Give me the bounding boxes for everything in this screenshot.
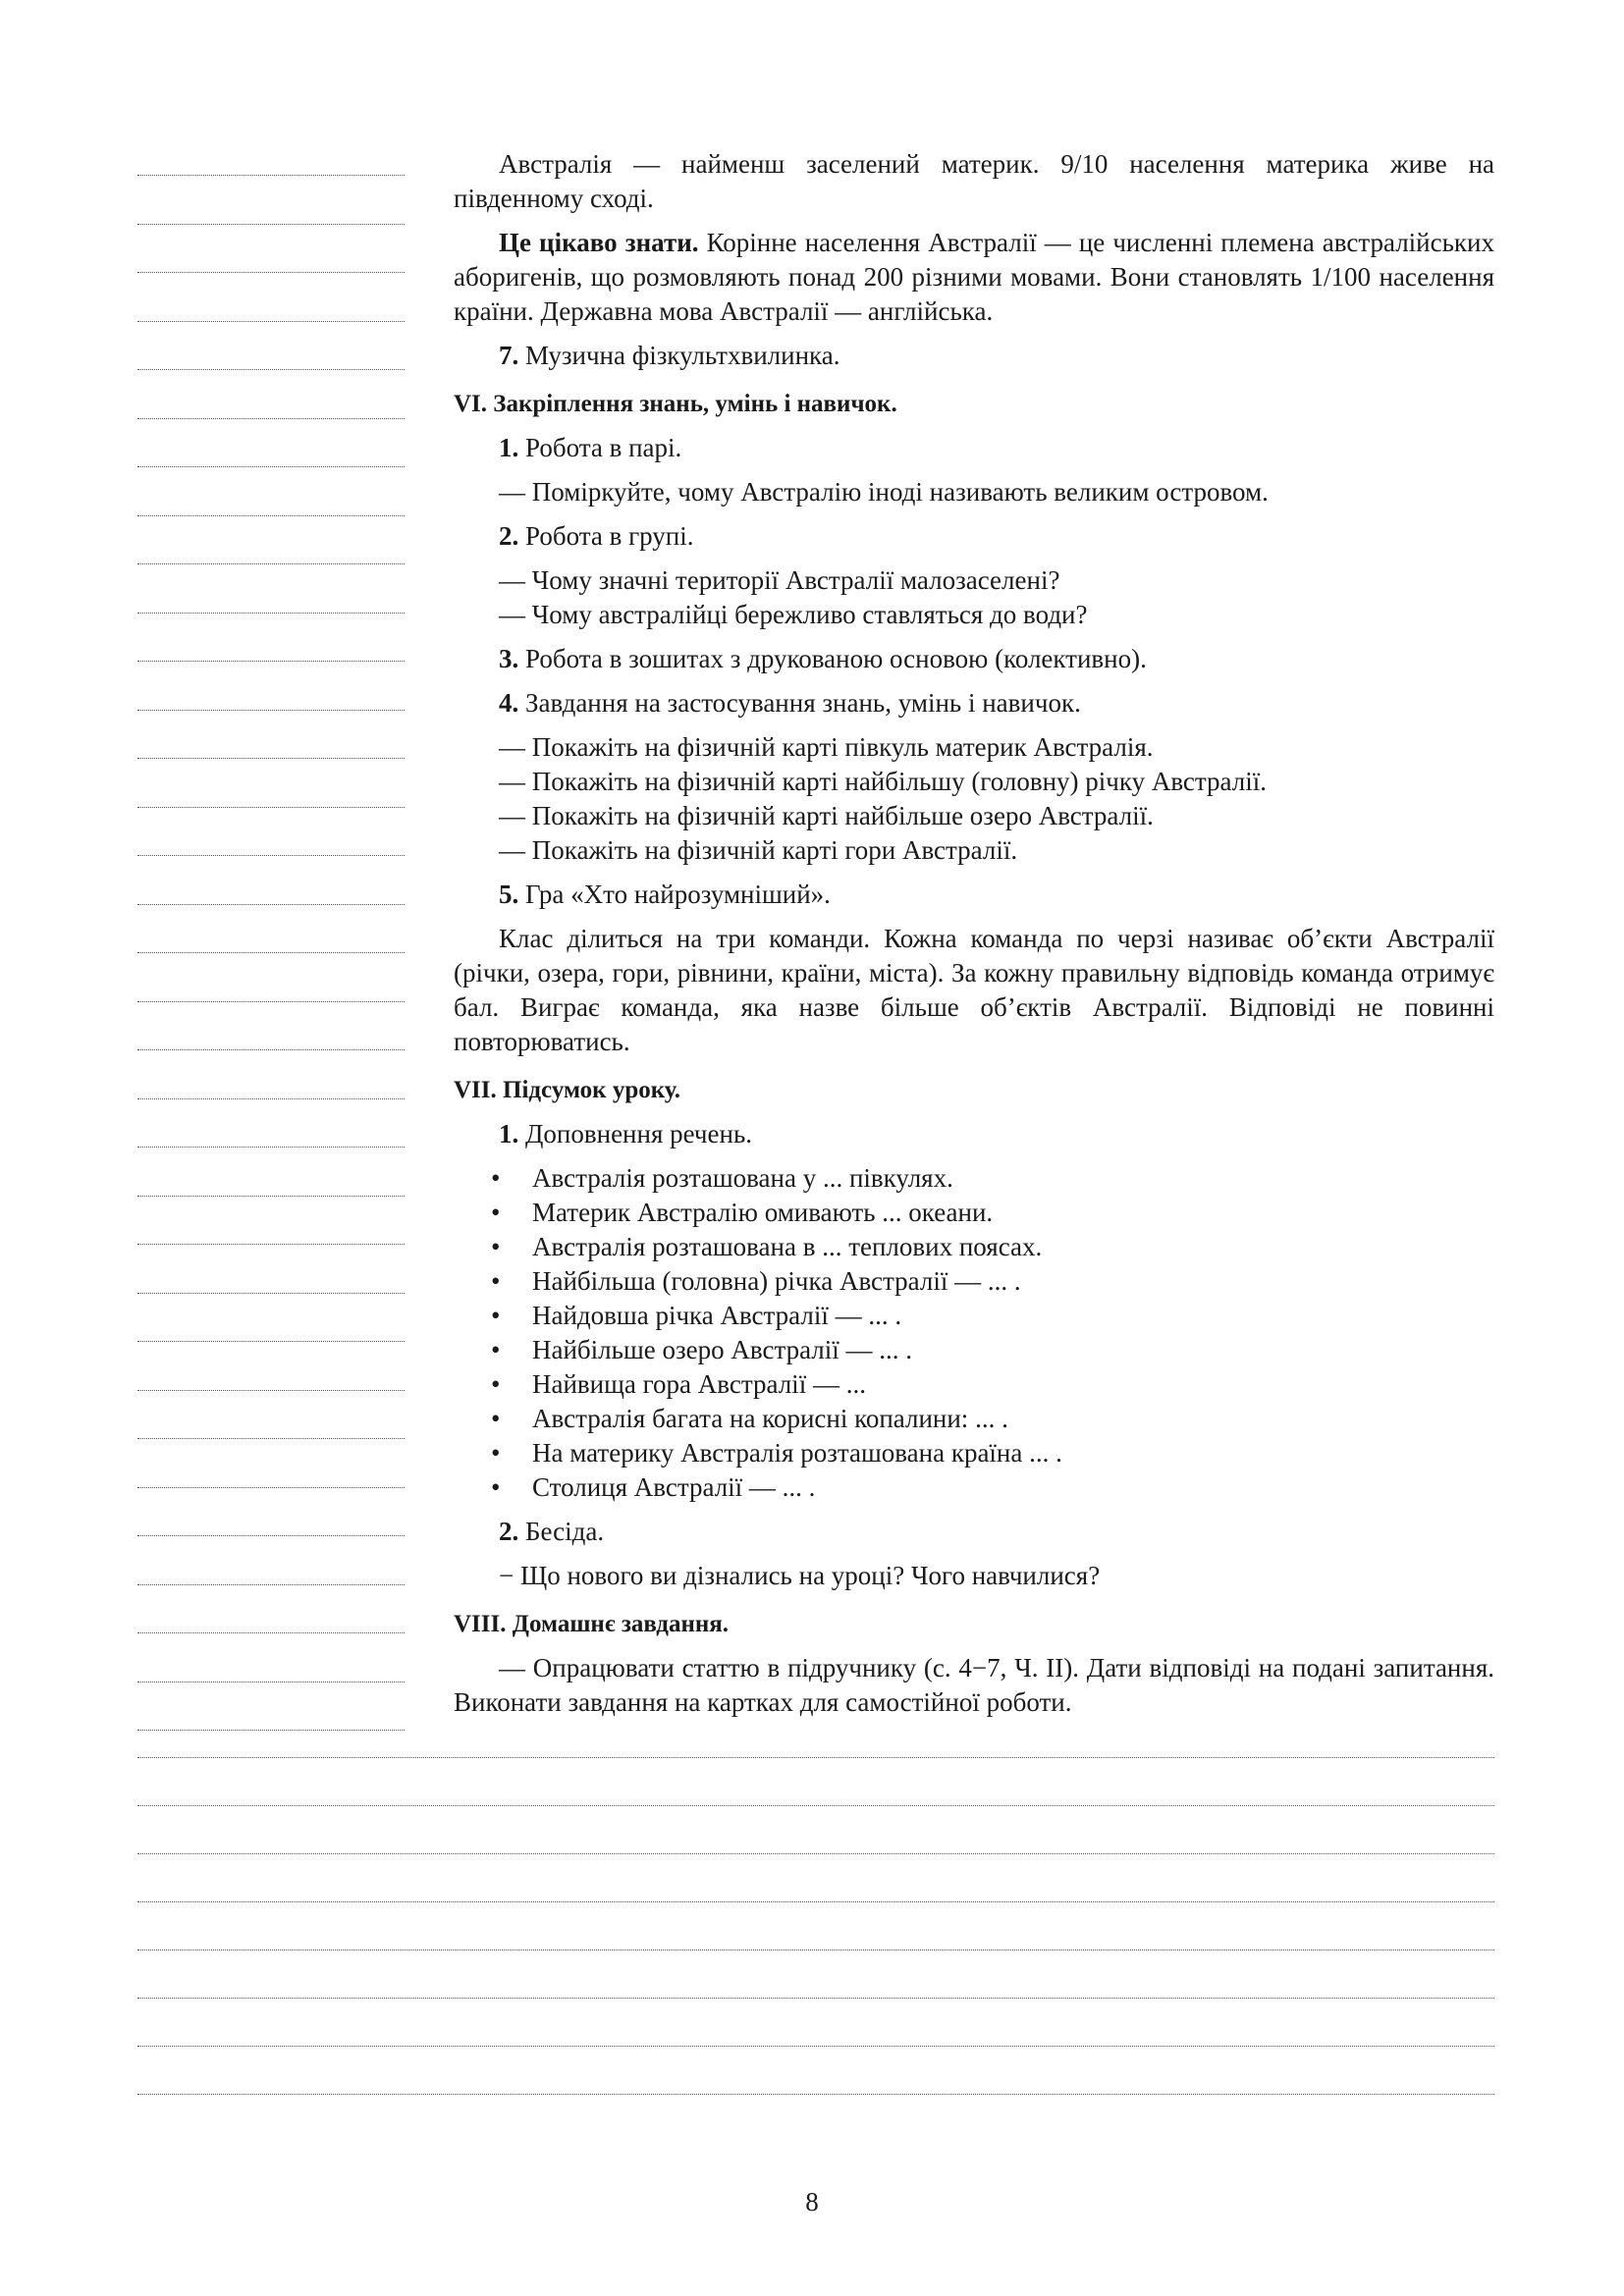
question: — Покажіть на фізичній карті півкуль материк Австралія. [499,732,1154,762]
margin-line [137,758,405,759]
notes-line [137,1757,1494,1758]
item-music-break [454,339,1494,373]
margin-line [137,904,405,905]
question: — Чому значні території Австралії малозаселені? [499,565,1060,595]
item-text: Доповнення речень. [518,1119,753,1148]
list-item: • На материку Австралія розташована країна ... . [491,1436,1494,1470]
margin-line [137,661,405,662]
margin-line [137,1341,405,1342]
question: — Чому австралійці бережливо ставляться до води? [499,600,1088,629]
margin-line [137,952,405,953]
margin-line [137,1632,405,1633]
item-number: 1. [499,433,519,462]
paragraph-interesting-fact [454,226,1494,329]
item-number: 7. [499,341,519,370]
margin-line [137,1147,405,1148]
margin-line [137,272,405,273]
notes-line [137,2046,1494,2047]
fact-text: Корінне населення Австралії — це численні племена австралійських аборигенів, що розмовляють понад 200 різними мовами. Вони становлять 1/100 населення країни. Державна мова Австралії — англійська. [454,228,1494,326]
fact-lead: Це цікаво знати. [499,228,699,257]
item-conversation [454,1515,1494,1549]
margin-line [137,1390,405,1391]
paragraph-population: Австралія — найменш заселений материк. 9/10 населення материка живе на південному сході. [454,149,1494,213]
list-item: • Австралія розташована в ... теплових поясах. [491,1230,1494,1264]
lesson-text [454,147,1494,1720]
item-sentence-completion [454,1117,1494,1151]
margin-line [137,418,405,419]
notes-lines [137,1757,1494,2142]
paragraph-homework: — Опрацювати статтю в підручнику (с. 4−7, Ч. ІІ). Дати відповіді на подані запитання. Виконати завдання на картках для самостійної роботи. [454,1653,1494,1717]
question: — Покажіть на фізичній карті найбільше озеро Австралії. [499,801,1154,830]
section-heading-viii: VIII. Домашнє завдання. [454,1611,730,1637]
item-workbook [454,642,1494,676]
sentence-list [454,1161,1494,1505]
margin-line [137,1049,405,1050]
item-number: 1. [499,1119,519,1148]
item-text: Музична фізкультхвилинка. [518,341,840,370]
margin-line [137,175,405,176]
item-pair-work [454,431,1494,465]
item-text: Гра «Хто найрозумніший». [518,880,831,909]
item-game [454,878,1494,912]
list-item: • Найдовша річка Австралії — ... . [491,1299,1494,1333]
margin-line [137,1098,405,1099]
question: — Покажіть на фізичній карті найбільшу (головну) річку Австралії. [499,767,1267,796]
list-item: • Материк Австралію омивають ... океани. [491,1196,1494,1230]
item-text: Бесіда. [518,1517,605,1546]
item-text: Завдання на застосування знань, умінь і навичок. [518,688,1081,718]
notes-line [137,1805,1494,1806]
margin-line [137,807,405,808]
list-item: • Найбільша (головна) річка Австралії — ... . [491,1264,1494,1299]
margin-line [137,1244,405,1245]
question: — Поміркуйте, чому Австралію іноді називають великим островом. [499,477,1269,507]
question: − Що нового ви дізнались на уроці? Чого навчилися? [499,1561,1101,1590]
list-item: • Австралія розташована у ... півкулях. [491,1161,1494,1196]
margin-line [137,1535,405,1536]
item-text: Робота в групі. [518,521,694,551]
item-number: 5. [499,880,519,909]
item-number: 2. [499,521,519,551]
item-text: Робота в зошитах з друкованою основою (колективно). [518,644,1147,673]
list-item: • Австралія багата на корисні копалини: ... . [491,1402,1494,1436]
item-number: 2. [499,1517,519,1546]
question: — Покажіть на фізичній карті гори Австралії. [499,835,1018,865]
item-application-tasks [454,686,1494,721]
item-group-work [454,519,1494,554]
margin-line [137,1001,405,1002]
margin-line [137,224,405,225]
margin-line [137,1438,405,1439]
item-number: 4. [499,688,519,718]
notes-line [137,1901,1494,1902]
margin-line [137,1196,405,1197]
margin-line [137,1487,405,1488]
margin-line [137,369,405,370]
margin-line [137,515,405,516]
margin-line [137,710,405,711]
notes-line [137,1853,1494,1854]
margin-note-lines [137,175,405,1779]
margin-line [137,1584,405,1585]
page-number: 8 [805,2187,819,2216]
margin-line [137,613,405,614]
margin-line [137,466,405,467]
list-item: • Найбільше озеро Австралії — ... . [491,1333,1494,1367]
margin-line [137,321,405,322]
list-item: • Найвища гора Австралії — ... [491,1367,1494,1402]
paragraph-game-rules: Клас ділиться на три команди. Кожна команда по черзі називає об’єкти Австралії (річки, озера, гори, рівнини, країни, міста). За кожну правильну відповідь команда отримує бал. Виграє команда, яка назве більше об’єктів Австралії. Відповіді не повинні повторюватись. [454,924,1494,1056]
section-heading-vi: VI. Закріплення знань, умінь і навичок. [454,391,897,417]
notes-line [137,2094,1494,2095]
margin-line [137,563,405,564]
item-number: 3. [499,644,519,673]
list-item: • Столиця Австралії — ... . [491,1470,1494,1505]
section-heading-vii: VII. Підсумок уроку. [454,1077,681,1103]
margin-line [137,1293,405,1294]
item-text: Робота в парі. [518,433,682,462]
margin-line [137,855,405,856]
notes-line [137,1998,1494,1999]
margin-line [137,1730,405,1731]
notes-line [137,1949,1494,1950]
